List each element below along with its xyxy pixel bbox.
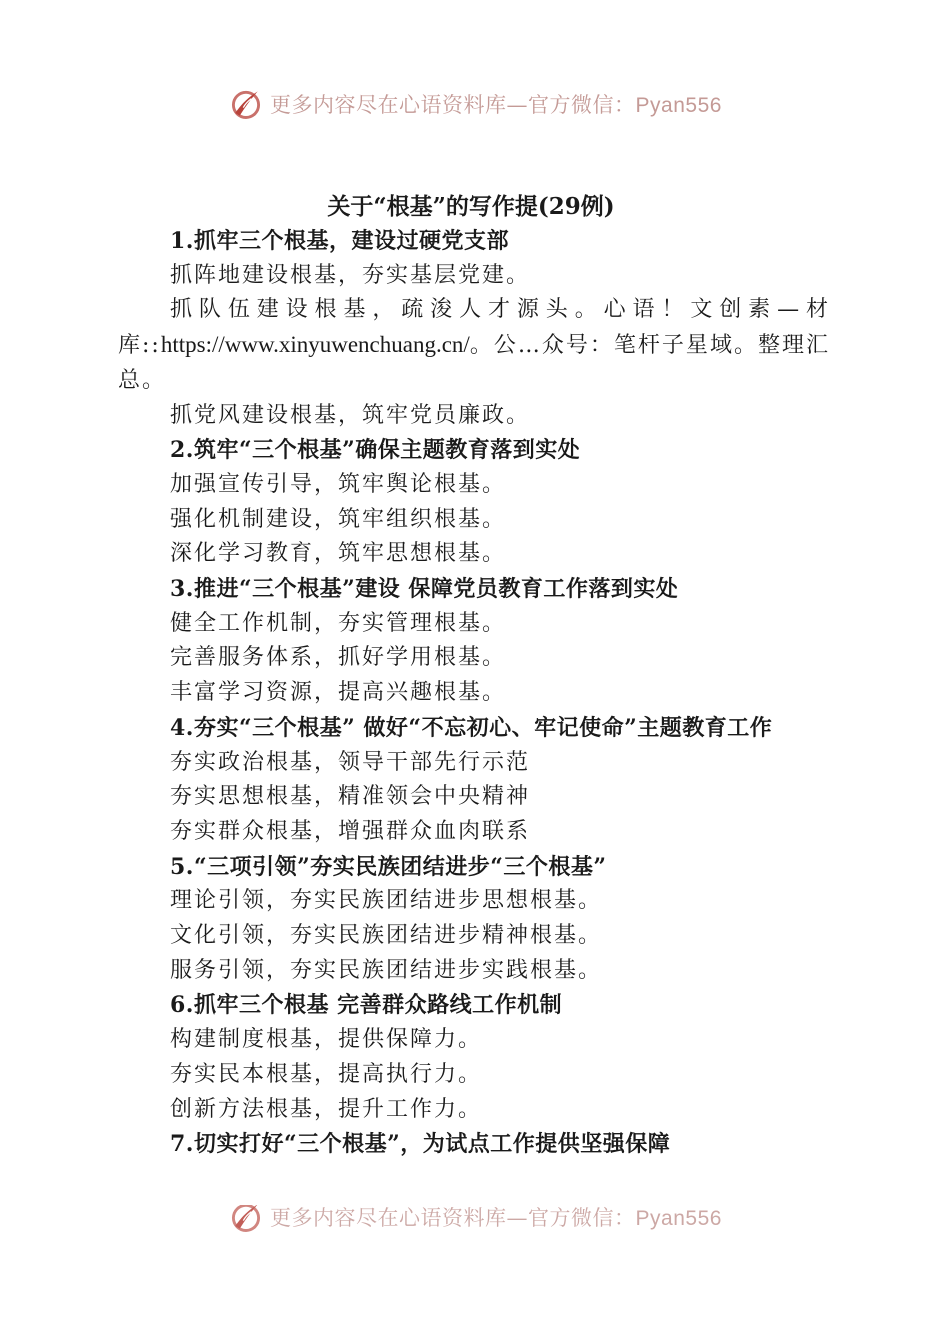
section-1-line-1: 抓阵地建设根基，夯实基层党建。 — [170, 262, 531, 288]
section-2-line-2: 强化机制建设，筑牢组织根基。 — [170, 506, 507, 532]
watermark-text: 更多内容尽在心语资料库—官方微信：Pyan556 — [270, 93, 722, 117]
section-6-line-2: 夯实民本根基，提高执行力。 — [170, 1061, 483, 1087]
section-4-line-2: 夯实思想根基，精准领会中央精神 — [170, 784, 531, 810]
section-heading-5: 5.“三项引领”夯实民族团结进步“三个根基” — [170, 853, 607, 880]
section-3-line-1: 健全工作机制，夯实管理根基。 — [170, 610, 507, 636]
section-heading-7: 7.切实打好“三个根基”，为试点工作提供坚强保障 — [170, 1131, 671, 1158]
section-2-line-3: 深化学习教育，筑牢思想根基。 — [170, 541, 507, 567]
watermark-banner-bottom — [0, 1205, 950, 1239]
section-4-line-3: 夯实群众根基，增强群众血肉联系 — [170, 818, 531, 844]
watermark-text: 更多内容尽在心语资料库—官方微信：Pyan556 — [270, 1206, 722, 1230]
section-2-line-1: 加强宣传引导，筑牢舆论根基。 — [170, 471, 507, 497]
section-3-line-3: 丰富学习资源，提高兴趣根基。 — [170, 680, 507, 706]
section-heading-3: 3.推进“三个根基”建设 保障党员教育工作落到实处 — [170, 576, 679, 603]
section-6-line-3: 创新方法根基，提升工作力。 — [170, 1096, 483, 1122]
section-heading-2: 2.筑牢“三个根基”确保主题教育落到实处 — [170, 437, 581, 464]
document-title: 关于“根基”的写作提(29例) — [327, 193, 615, 220]
section-3-line-2: 完善服务体系，抓好学用根基。 — [170, 645, 507, 671]
section-6-line-1: 构建制度根基，提供保障力。 — [170, 1027, 483, 1053]
website-url: https://www.xinyuwenchuang.cn/ — [160, 332, 470, 358]
brush-logo-icon — [228, 86, 264, 122]
section-1-line-3: 抓党风建设根基，筑牢党员廉政。 — [170, 402, 531, 428]
section-5-line-3: 服务引领，夯实民族团结进步实践根基。 — [170, 957, 603, 983]
watermark-banner-top — [0, 84, 950, 124]
brush-logo-icon — [228, 1205, 264, 1235]
document-body — [118, 190, 830, 1162]
section-5-line-1: 理论引领，夯实民族团结进步思想根基。 — [170, 888, 603, 914]
section-heading-1: 1.抓牢三个根基，建设过硬党支部 — [170, 228, 509, 254]
section-4-line-1: 夯实政治根基，领导干部先行示范 — [170, 749, 531, 775]
section-1-line-2: 抓队伍建设根基，疏浚人才源头。心语！文创素—材库::https://www.xinyuwenchuang.cn/。公…众号：笔杆子星域。整理汇总。 — [118, 297, 830, 393]
section-heading-4: 4.夯实“三个根基” 做好“不忘初心、牢记使命”主题教育工作 — [170, 714, 773, 741]
section-5-line-2: 文化引领，夯实民族团结进步精神根基。 — [170, 923, 603, 949]
section-heading-6: 6.抓牢三个根基 完善群众路线工作机制 — [170, 992, 563, 1019]
